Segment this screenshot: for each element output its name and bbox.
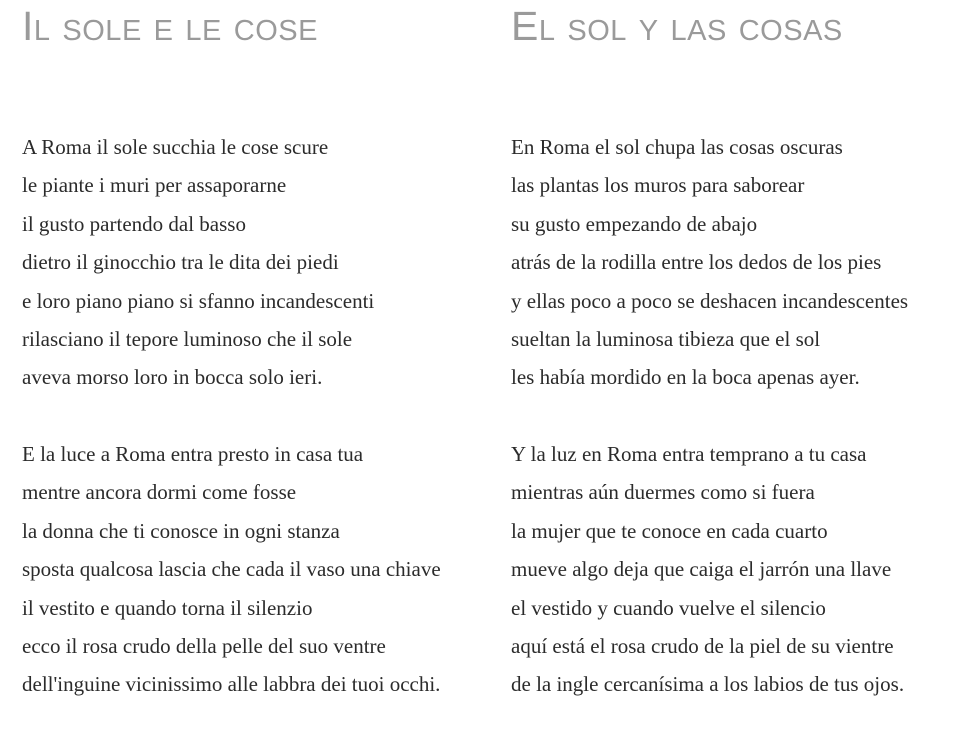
verse-line: rilasciano il tepore luminoso che il sole (22, 327, 353, 352)
verse-line: atrás de la rodilla entre los dedos de los pies (511, 250, 882, 275)
verse-line: mueve algo deja que caiga el jarrón una llave (511, 557, 892, 582)
verse-line: las plantas los muros para saborear (511, 173, 805, 198)
verse-line: Y la luz en Roma entra temprano a tu casa (511, 442, 867, 466)
verse-line: ecco il rosa crudo della pelle del suo ventre (22, 634, 386, 659)
verse-line: el vestido y cuando vuelve el silencio (511, 595, 826, 620)
verse-line: aveva morso loro in bocca solo ieri. (22, 365, 323, 390)
verse-line: aquí está el rosa crudo de la piel de su vientre (511, 634, 894, 659)
verse-line: En Roma el sol chupa las cosas oscuras (511, 135, 843, 159)
verse-line: dell'inguine vicinissimo alle labbra dei tuoi occhi. (22, 672, 441, 697)
verse-line: les había mordido en la boca apenas ayer. (511, 365, 860, 390)
verse-line: il gusto partendo dal basso (22, 211, 246, 236)
verse-line: su gusto empezando de abajo (511, 211, 758, 236)
verse-line: mientras aún duermes como si fuera (511, 480, 815, 505)
verse-line: sposta qualcosa lascia che cada il vaso una chiave (22, 557, 441, 582)
verse-line: le piante i muri per assaporarne (22, 173, 287, 198)
verse-line: sueltan la luminosa tibieza que el sol (511, 327, 821, 352)
verse-line: la mujer que te conoce en cada cuarto (511, 518, 828, 543)
verse-line: il vestito e quando torna il silenzio (22, 595, 313, 620)
verse-line: dietro il ginocchio tra le dita dei piedi (22, 250, 339, 275)
verse-line: A Roma il sole succhia le cose scure (22, 135, 329, 159)
italian-poem-title: Il sole e le cose (22, 3, 318, 49)
spanish-poem-title: El sol y las cosas (511, 3, 843, 49)
verse-line: la donna che ti conosce in ogni stanza (22, 518, 340, 543)
verse-line: E la luce a Roma entra presto in casa tua (22, 442, 364, 466)
verse-line: e loro piano piano si sfanno incandescenti (22, 288, 375, 313)
verse-line: mentre ancora dormi come fosse (22, 480, 297, 505)
verse-line: de la ingle cercanísima a los labios de tus ojos. (511, 672, 905, 697)
spanish-stanza-1 (511, 128, 908, 397)
italian-stanza-1 (22, 128, 374, 397)
italian-stanza-2 (22, 435, 441, 704)
spanish-stanza-2 (511, 435, 904, 704)
verse-line: y ellas poco a poco se deshacen incandescentes (511, 288, 909, 313)
